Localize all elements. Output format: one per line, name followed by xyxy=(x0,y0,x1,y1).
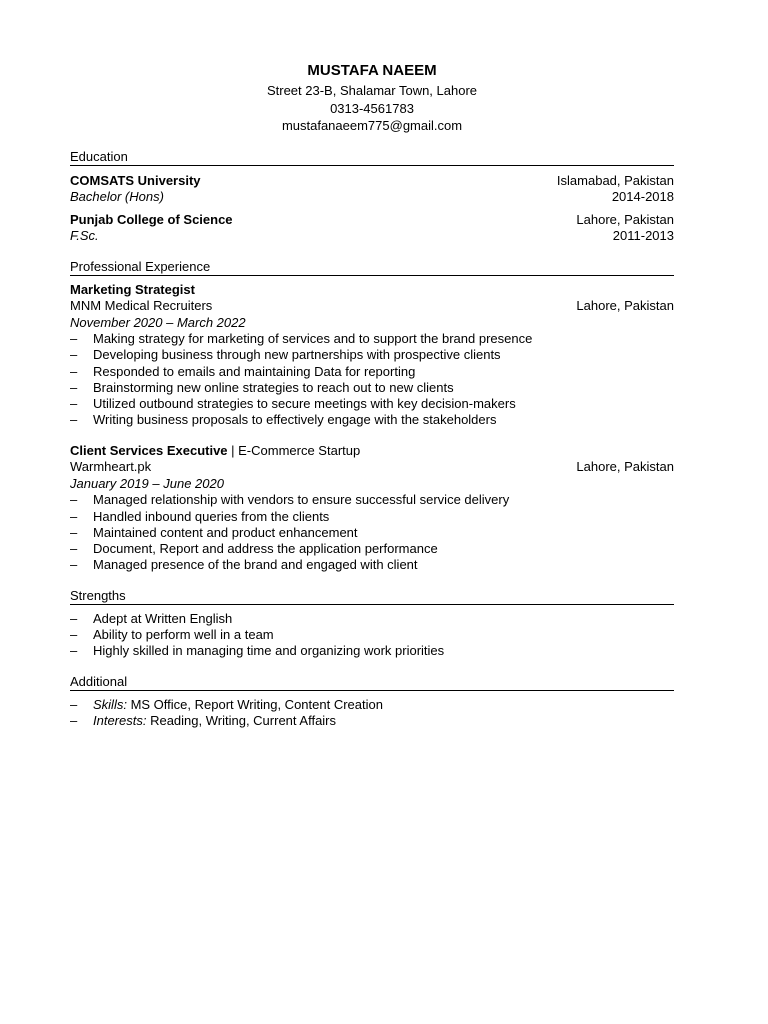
resume-header xyxy=(70,62,674,135)
school-name: Punjab College of Science xyxy=(70,211,233,227)
section-title-strengths: Strengths xyxy=(70,588,674,605)
job-role: Client Services Executive xyxy=(70,442,228,458)
experience-section xyxy=(70,259,674,574)
list-item: – Making strategy for marketing of services and to support the brand presence xyxy=(70,331,533,346)
job-bullets xyxy=(70,492,674,573)
list-item: – Handled inbound queries from the clients xyxy=(70,508,330,524)
skills-text: MS Office, Report Writing, Content Creation xyxy=(126,696,383,712)
additional-list xyxy=(70,697,674,730)
strengths-section xyxy=(70,588,674,660)
job-dates: January 2019 – June 2020 xyxy=(70,475,224,491)
dash-icon: – xyxy=(70,396,78,412)
additional-section xyxy=(70,674,674,730)
section-title-education: Education xyxy=(70,149,674,166)
education-entry xyxy=(70,212,674,245)
education-section xyxy=(70,149,674,245)
dash-icon: – xyxy=(70,347,78,363)
dash-icon: – xyxy=(70,610,78,626)
school-location: Lahore, Pakistan xyxy=(576,211,674,227)
list-item xyxy=(70,697,674,713)
address: Street 23-B, Shalamar Town, Lahore xyxy=(266,83,478,98)
years: 2011-2013 xyxy=(612,228,674,243)
dash-icon: – xyxy=(70,363,78,379)
list-item: – Ability to perform well in a team xyxy=(70,627,274,643)
phone: 0313-4561783 xyxy=(330,100,414,116)
dash-icon: – xyxy=(70,643,78,659)
list-item: – Managed relationship with vendors to ensure successful service delivery xyxy=(70,492,510,508)
school-location: Islamabad, Pakistan xyxy=(556,172,674,188)
list-item: – Maintained content and product enhancement xyxy=(70,524,358,540)
interests-label: Interests: xyxy=(93,712,147,728)
dash-icon: – xyxy=(70,712,78,728)
list-item: – Highly skilled in managing time and organizing work priorities xyxy=(70,643,445,659)
list-item xyxy=(70,713,674,729)
dash-icon: – xyxy=(70,508,78,524)
dash-icon: – xyxy=(70,331,78,346)
job-location: Lahore, Pakistan xyxy=(576,298,674,313)
list-item: – Document, Report and address the application performance xyxy=(70,541,438,557)
company-name: Warmheart.pk xyxy=(70,459,152,475)
company-name: MNM Medical Recruiters xyxy=(70,298,213,313)
list-item: – Adept at Written English xyxy=(70,610,233,626)
list-item: – Writing business proposals to effectively engage with the stakeholders xyxy=(70,412,497,428)
dash-icon: – xyxy=(70,412,78,428)
job-bullets xyxy=(70,331,674,429)
school-name: COMSATS University xyxy=(70,172,201,188)
dash-icon: – xyxy=(70,627,78,643)
strengths-list xyxy=(70,611,674,660)
dash-icon: – xyxy=(70,492,78,508)
candidate-name: MUSTAFA NAEEM xyxy=(307,62,437,79)
list-item: – Developing business through new partnerships with prospective clients xyxy=(70,347,501,363)
job-entry xyxy=(70,282,674,429)
education-entry xyxy=(70,173,674,206)
section-title-experience: Professional Experience xyxy=(70,259,674,276)
section-title-additional: Additional xyxy=(70,674,674,691)
dash-icon: – xyxy=(70,557,78,573)
interests-text: Reading, Writing, Current Affairs xyxy=(146,712,337,728)
years: 2014-2018 xyxy=(611,189,674,204)
list-item: – Responded to emails and maintaining Data for reporting xyxy=(70,363,416,379)
job-location: Lahore, Pakistan xyxy=(576,459,674,475)
dash-icon: – xyxy=(70,524,78,540)
degree: Bachelor (Hons) xyxy=(70,189,164,204)
dash-icon: – xyxy=(70,541,78,557)
resume-page xyxy=(70,62,674,729)
list-item: – Brainstorming new online strategies to reach out to new clients xyxy=(70,379,454,395)
job-role-suffix: | E-Commerce Startup xyxy=(227,442,361,458)
dash-icon: – xyxy=(70,696,78,712)
skills-label: Skills: xyxy=(93,696,127,712)
job-role: Marketing Strategist xyxy=(70,281,195,297)
list-item: – Utilized outbound strategies to secure meetings with key decision-makers xyxy=(70,396,516,412)
job-dates: November 2020 – March 2022 xyxy=(70,314,246,330)
list-item: – Managed presence of the brand and engaged with client xyxy=(70,557,418,573)
email: mustafanaeem775@gmail.com xyxy=(281,118,463,133)
job-entry xyxy=(70,443,674,574)
dash-icon: – xyxy=(70,379,78,395)
degree: F.Sc. xyxy=(70,228,99,243)
